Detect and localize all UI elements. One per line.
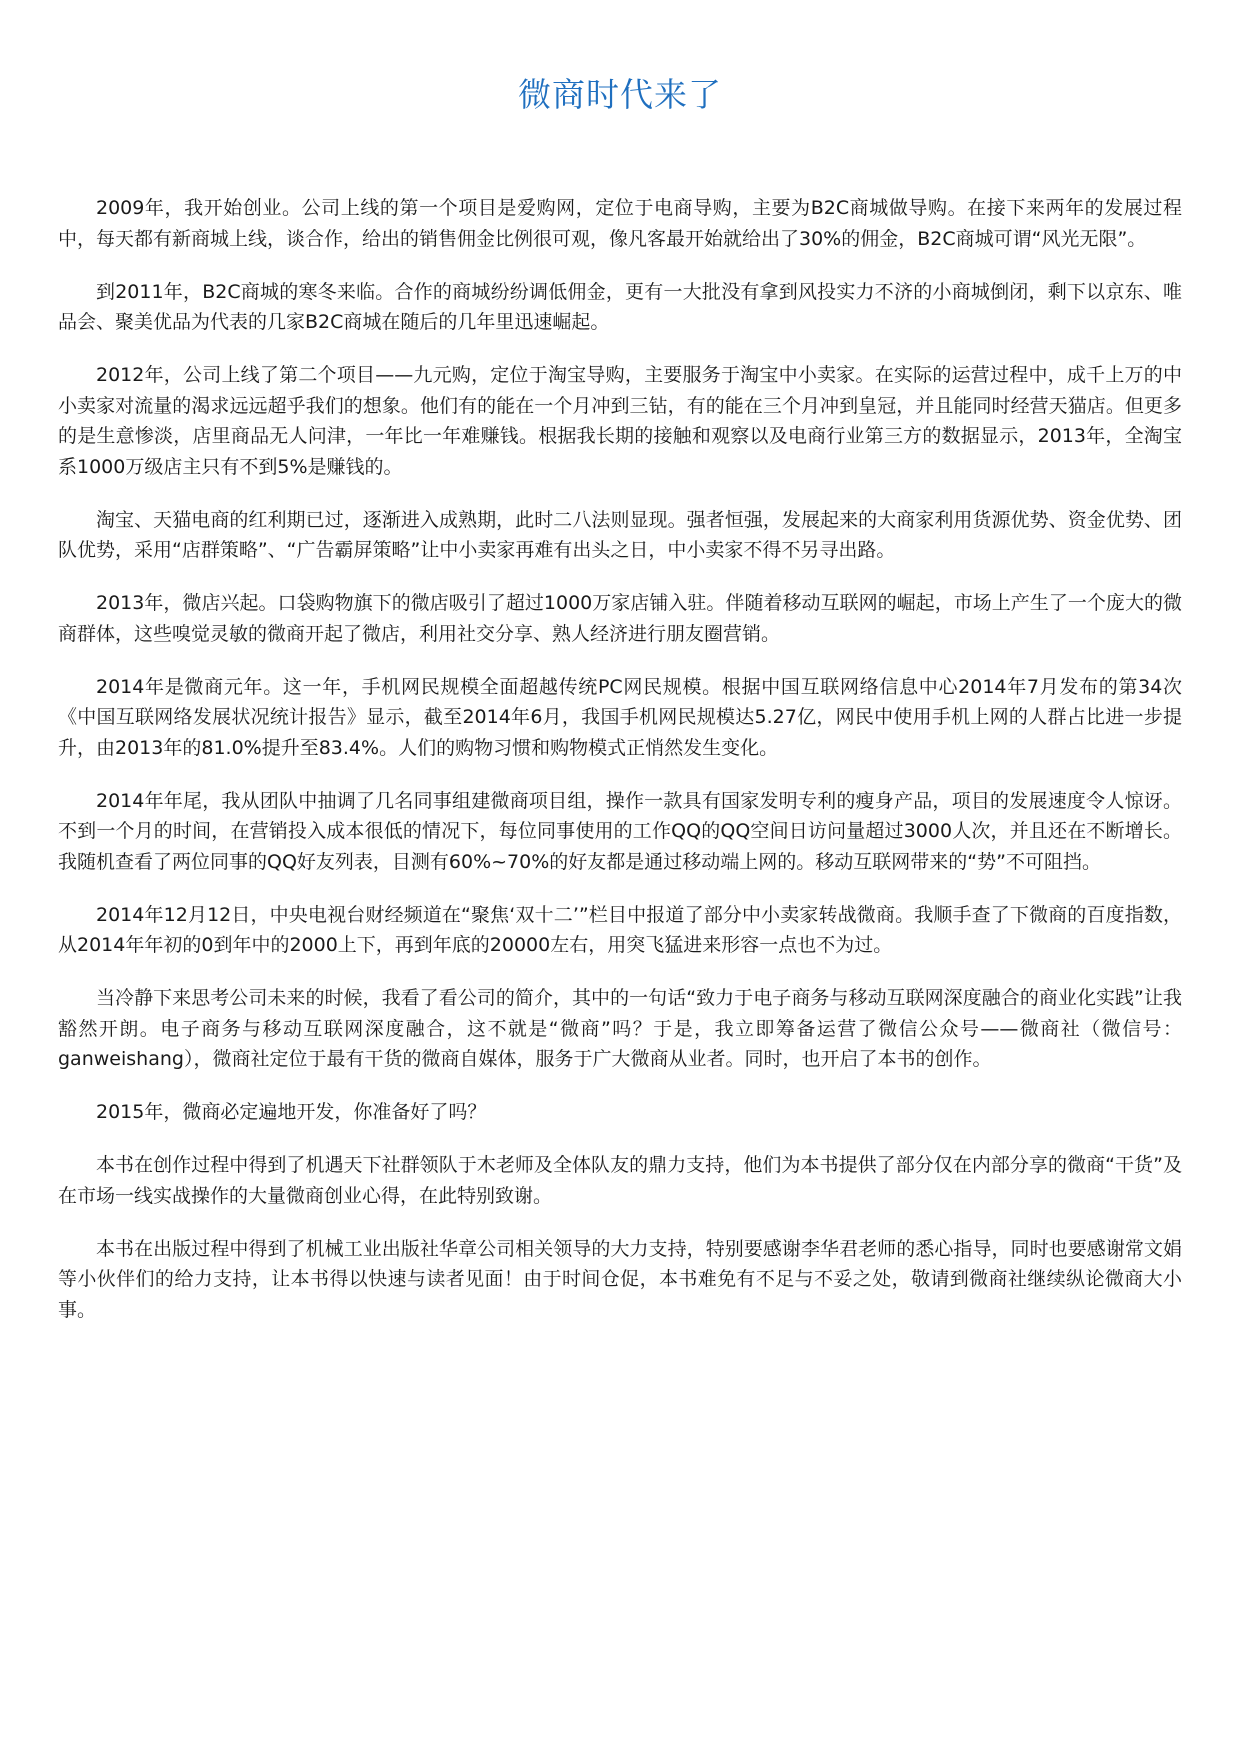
paragraph: 本书在出版过程中得到了机械工业出版社华章公司相关领导的大力支持，特别要感谢李华君老师的悉心指导，同时也要感谢常文娟等小伙伴们的给力支持，让本书得以快速与读者见面！由于时间仓促，本书难免有不足与不妥之处，敬请到微商社继续纵论微商大小事。 [58, 1237, 1182, 1321]
paragraph: 2013年，微店兴起。口袋购物旗下的微店吸引了超过1000万家店铺入驻。伴随着移动互联网的崛起，市场上产生了一个庞大的微商群体，这些嗅觉灵敏的微商开起了微店，利用社交分享、熟人经济进行朋友圈营销。 [58, 592, 1182, 645]
paragraph: 当冷静下来思考公司未来的时候，我看了看公司的简介，其中的一句话“致力于电子商务与移动互联网深度融合的商业化实践”让我豁然开朗。电子商务与移动互联网深度融合，这不就是“微商”吗？于是，我立即筹备运营了微信公众号——微商社（微信号：ganweishang），微商社定位于最有干货的微商自媒体，服务于广大微商从业者。同时，也开启了本书的创作。 [58, 987, 1182, 1070]
paragraph: 2012年，公司上线了第二个项目——九元购，定位于淘宝导购，主要服务于淘宝中小卖家。在实际的运营过程中，成千上万的中小卖家对流量的渴求远远超乎我们的想象。他们有的能在一个月冲到三钻，有的能在三个月冲到皇冠，并且能同时经营天猫店。但更多的是生意惨淡，店里商品无人问津，一年比一年难赚钱。根据我长期的接触和观察以及电商行业第三方的数据显示，2013年，全淘宝系1000万级店主只有不到5%是赚钱的。 [58, 364, 1182, 478]
paragraph: 淘宝、天猫电商的红利期已过，逐渐进入成熟期，此时二八法则显现。强者恒强，发展起来的大商家利用货源优势、资金优势、团队优势，采用“店群策略”、“广告霸屏策略”让中小卖家再难有出头之日，中小卖家不得不另寻出路。 [58, 508, 1182, 561]
paragraph: 2014年年尾，我从团队中抽调了几名同事组建微商项目组，操作一款具有国家发明专利的瘦身产品，项目的发展速度令人惊讶。不到一个月的时间，在营销投入成本很低的情况下，每位同事使用的工作QQ的QQ空间日访问量超过3000人次，并且还在不断增长。我随机查看了两位同事的QQ好友列表，目测有60%~70%的好友都是通过移动端上网的。移动互联网带来的“势”不可阻挡。 [58, 789, 1182, 873]
page-title: 微商时代来了 [518, 75, 722, 114]
paragraph: 2009年，我开始创业。公司上线的第一个项目是爱购网，定位于电商导购，主要为B2C商城做导购。在接下来两年的发展过程中，每天都有新商城上线，谈合作，给出的销售佣金比例很可观，像凡客最开始就给出了30%的佣金，B2C商城可谓“风光无限”。 [58, 197, 1182, 250]
paragraph: 到2011年，B2C商城的寒冬来临。合作的商城纷纷调低佣金，更有一大批没有拿到风投实力不济的小商城倒闭，剩下以京东、唯品会、聚美优品为代表的几家B2C商城在随后的几年里迅速崛起。 [58, 280, 1182, 333]
paragraph: 2014年是微商元年。这一年，手机网民规模全面超越传统PC网民规模。根据中国互联网络信息中心2014年7月发布的第34次《中国互联网络发展状况统计报告》显示，截至2014年6月，我国手机网民规模达5.27亿，网民中使用手机上网的人群占比进一步提升，由2013年的81.0%提升至83.4%。人们的购物习惯和购物模式正悄然发生变化。 [58, 675, 1182, 759]
document-body [58, 193, 1182, 1325]
paragraph: 2014年12月12日，中央电视台财经频道在“聚焦‘双十二’”栏目中报道了部分中小卖家转战微商。我顺手查了下微商的百度指数，从2014年年初的0到年中的2000上下，再到年底的20000左右，用突飞猛进来形容一点也不为过。 [58, 903, 1182, 956]
paragraph: 本书在创作过程中得到了机遇天下社群领队于木老师及全体队友的鼎力支持，他们为本书提供了部分仅在内部分享的微商“干货”及在市场一线实战操作的大量微商创业心得，在此特别致谢。 [58, 1154, 1182, 1207]
paragraph: 2015年，微商必定遍地开发，你准备好了吗？ [96, 1101, 487, 1123]
